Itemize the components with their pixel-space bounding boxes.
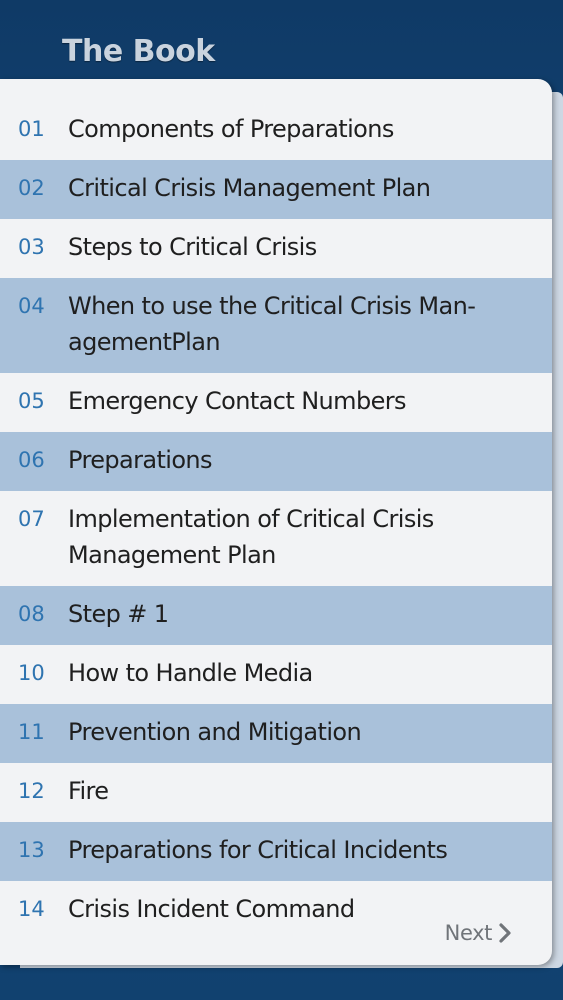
toc-item-label: Preparations for Critical Incidents bbox=[68, 836, 448, 864]
toc-item-number: 08 bbox=[18, 602, 45, 626]
toc-item-label: When to use the Critical Crisis Man-agementPlan bbox=[68, 292, 476, 356]
toc-item-10[interactable] bbox=[0, 645, 552, 704]
toc-item-03[interactable] bbox=[0, 219, 552, 278]
toc-item-number: 05 bbox=[18, 389, 45, 413]
toc-item-label: Crisis Incident Command bbox=[68, 895, 355, 923]
toc-item-05[interactable] bbox=[0, 373, 552, 432]
toc-item-number: 11 bbox=[18, 720, 45, 744]
toc-item-number: 01 bbox=[18, 117, 45, 141]
toc-item-label: How to Handle Media bbox=[68, 659, 313, 687]
toc-item-label: Step # 1 bbox=[68, 600, 169, 628]
toc-item-label: Critical Crisis Management Plan bbox=[68, 174, 431, 202]
toc-item-number: 10 bbox=[18, 661, 45, 685]
toc-item-number: 07 bbox=[18, 507, 45, 531]
toc-item-04[interactable] bbox=[0, 278, 552, 373]
book-page bbox=[0, 79, 552, 965]
chevron-right-icon bbox=[498, 922, 512, 944]
toc-item-07[interactable] bbox=[0, 491, 552, 586]
toc-item-number: 02 bbox=[18, 176, 45, 200]
toc-item-number: 13 bbox=[18, 838, 45, 862]
next-button-label: Next bbox=[444, 921, 492, 945]
toc-item-02[interactable] bbox=[0, 160, 552, 219]
next-button[interactable] bbox=[445, 921, 512, 945]
toc-item-06[interactable] bbox=[0, 432, 552, 491]
table-of-contents bbox=[0, 101, 552, 940]
toc-item-label: Emergency Contact Numbers bbox=[68, 387, 406, 415]
toc-item-13[interactable] bbox=[0, 822, 552, 881]
toc-item-08[interactable] bbox=[0, 586, 552, 645]
toc-item-number: 06 bbox=[18, 448, 45, 472]
toc-item-label: Prevention and Mitigation bbox=[68, 718, 362, 746]
page-title: The Book bbox=[62, 34, 215, 69]
toc-item-number: 12 bbox=[18, 779, 45, 803]
app-header bbox=[0, 0, 563, 82]
toc-item-number: 04 bbox=[18, 294, 45, 318]
toc-item-label: Steps to Critical Crisis bbox=[68, 233, 317, 261]
toc-item-number: 03 bbox=[18, 235, 45, 259]
toc-item-label: Preparations bbox=[68, 446, 212, 474]
toc-item-label: Fire bbox=[68, 777, 109, 805]
toc-item-label: Implementation of Critical Crisis Management Plan bbox=[68, 505, 434, 569]
toc-item-label: Components of Preparations bbox=[68, 115, 394, 143]
toc-item-11[interactable] bbox=[0, 704, 552, 763]
toc-item-number: 14 bbox=[18, 897, 45, 921]
toc-item-01[interactable] bbox=[0, 101, 552, 160]
toc-item-12[interactable] bbox=[0, 763, 552, 822]
